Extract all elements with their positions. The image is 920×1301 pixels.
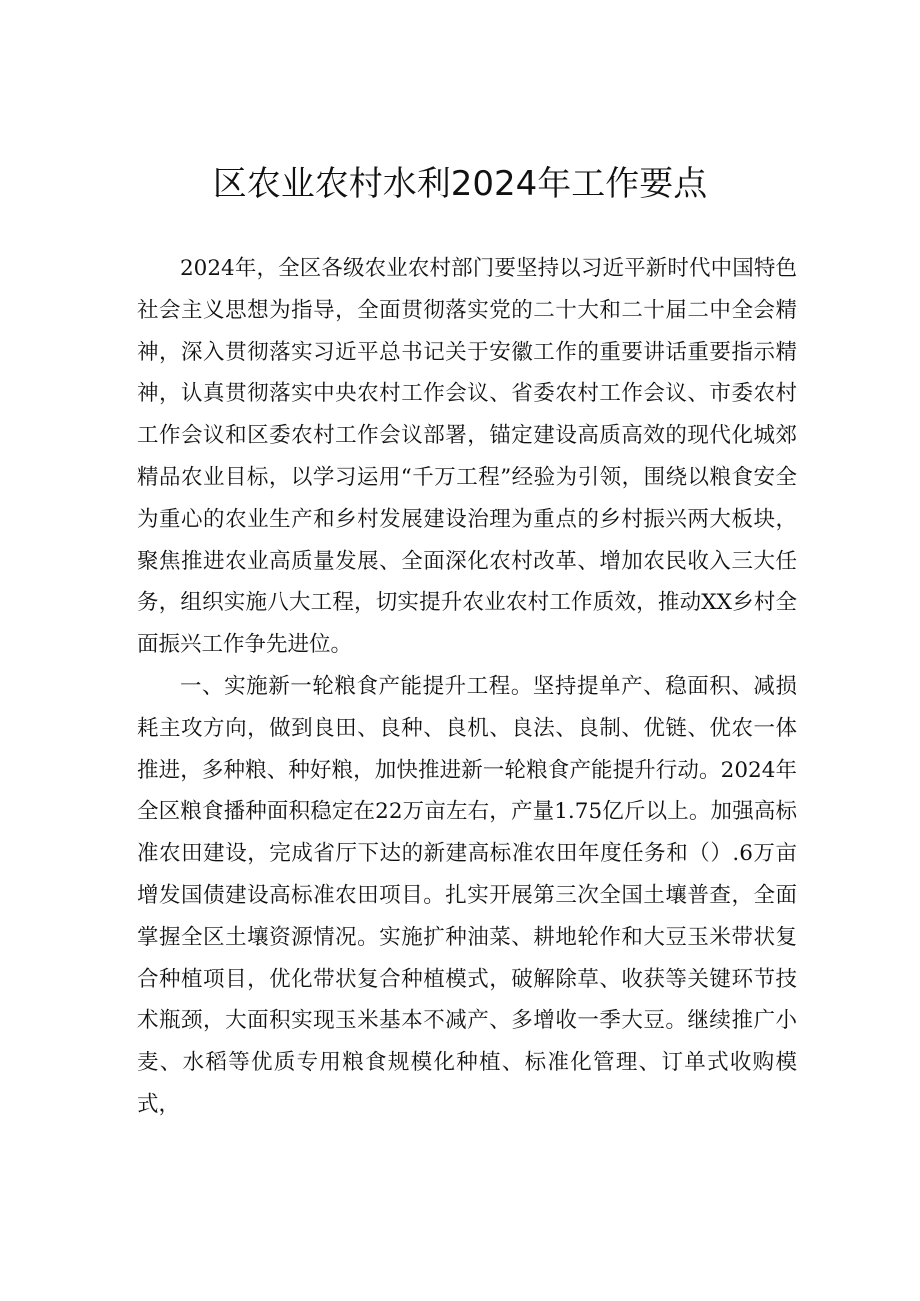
document-body	[137, 248, 797, 1126]
paragraph-intro: 2024年，全区各级农业农村部门要坚持以习近平新时代中国特色社会主义思想为指导，全面贯彻落实党的二十大和二十届二中全会精神，深入贯彻落实习近平总书记关于安徽工作的重要讲话重要指示精神，认真贯彻落实中央农村工作会议、省委农村工作会议、市委农村工作会议和区委农村工作会议部署，锚定建设高质高效的现代化城郊精品农业目标，以学习运用“千万工程”经验为引领，围绕以粮食安全为重心的农业生产和乡村发展建设治理为重点的乡村振兴两大板块，聚焦推进农业高质量发展、全面深化农村改革、增加农民收入三大任务，组织实施八大工程，切实提升农业农村工作质效，推动XX乡村全面振兴工作争先进位。	[137, 256, 797, 658]
paragraph-section-1: 一、实施新一轮粮食产能提升工程。坚持提单产、稳面积、减损耗主攻方向，做到良田、良种、良机、良法、良制、优链、优农一体推进，多种粮、种好粮，加快推进新一轮粮食产能提升行动。2024年全区粮食播种面积稳定在22万亩左右，产量1.75亿斤以上。加强高标准农田建设，完成省厅下达的新建高标准农田年度任务和（）.6万亩增发国债建设高标准农田项目。扎实开展第三次全国土壤普查，全面掌握全区土壤资源情况。实施扩种油菜、耕地轮作和大豆玉米带状复合种植项目，优化带状复合种植模式，破解除草、收获等关键环节技术瓶颈，大面积实现玉米基本不减产、多增收一季大豆。继续推广小麦、水稻等优质专用粮食规模化种植、标准化管理、订单式收购模式，	[137, 673, 797, 1117]
document-title: 区农业农村水利2024年工作要点	[212, 164, 708, 204]
